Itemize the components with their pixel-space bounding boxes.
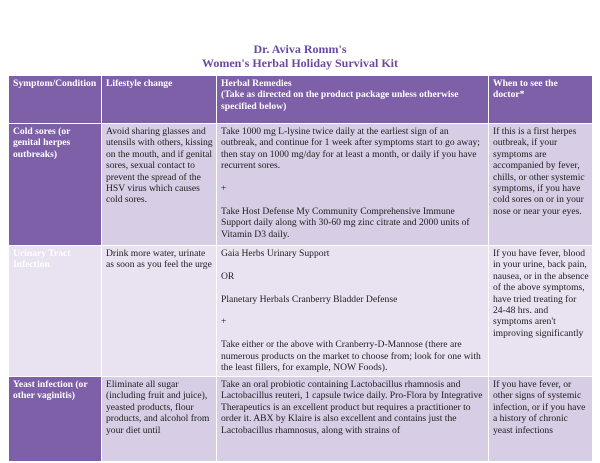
herbal-text: Gaia Herbs Urinary Support bbox=[221, 248, 330, 259]
header-herbal-title: Herbal Remedies bbox=[221, 78, 292, 89]
herbal-spacer bbox=[221, 282, 485, 293]
herbal-cell bbox=[217, 124, 489, 246]
doctor-cell: If you have fever, blood in your urine, back pain, nausea, or in the absence of the above symptoms, have tried treating for 24-48 hrs. and symptoms aren't improving significantly bbox=[489, 246, 593, 377]
herbal-text: Take Host Defense My Community Comprehensive Immune Support daily along with 30-60 mg zinc citrate and 2000 units of Vitamin D3 daily. bbox=[221, 205, 470, 240]
survival-kit-table bbox=[8, 75, 593, 462]
herbal-spacer bbox=[221, 259, 485, 270]
herbal-cell bbox=[217, 246, 489, 377]
herbal-spacer bbox=[221, 172, 485, 183]
lifestyle-cell: Eliminate all sugar (including fruit and juice), yeasted products, flour products, and alcohol from your diet until bbox=[102, 377, 217, 462]
herbal-spacer bbox=[221, 194, 485, 205]
lifestyle-cell: Drink more water, urinate as soon as you feel the urge bbox=[102, 246, 217, 377]
herbal-or: OR bbox=[221, 270, 235, 282]
table-row bbox=[9, 124, 593, 246]
herbal-text: Take an oral probiotic containing Lactobacillus rhamnosis and Lactobacillus reuteri, 1 capsule twice daily. Pro-Flora by Integrative Therapeutics is an excellent product but requires a practitioner to order it. ABX by Klaire is also excellent and contains just the Lactobacillus rhamnosus, along with strains of bbox=[221, 379, 483, 436]
herbal-spacer bbox=[221, 305, 485, 316]
table-row bbox=[9, 246, 593, 377]
header-lifestyle: Lifestyle change bbox=[102, 76, 217, 124]
doctor-cell: If you have fever, or other signs of systemic infection, or if you have a history of chronic yeast infections bbox=[489, 377, 593, 462]
herbal-spacer bbox=[221, 328, 485, 339]
header-doctor: When to see the doctor* bbox=[489, 76, 593, 124]
condition-cell: Urinary Tract Infection bbox=[9, 246, 102, 377]
condition-cell: Yeast infection (or other vaginitis) bbox=[9, 377, 102, 462]
header-symptom: Symptom/Condition bbox=[9, 76, 102, 124]
herbal-text: Take 1000 mg L-lysine twice daily at the earliest sign of an outbreak, and continue for 1 week after symptoms start to go away; then stay on 1000 mg/day for at least a month, or daily if you have recurrent sores. bbox=[221, 126, 480, 172]
condition-cell: Cold sores (or genital herpes outbreaks) bbox=[9, 124, 102, 246]
herbal-cell bbox=[217, 377, 489, 462]
header-herbal bbox=[217, 76, 489, 124]
document-title-line2: Women's Herbal Holiday Survival Kit bbox=[201, 56, 398, 70]
herbal-plus: + bbox=[221, 316, 227, 328]
herbal-text: Planetary Herbals Cranberry Bladder Defense bbox=[221, 293, 398, 305]
header-herbal-note: (Take as directed on the product package unless otherwise specified below) bbox=[221, 89, 459, 112]
document-title-line1: Dr. Aviva Romm's bbox=[253, 42, 347, 56]
table-row bbox=[9, 377, 593, 462]
lifestyle-cell: Avoid sharing glasses and utensils with others, kissing on the mouth, and if genital sores, sexual contact to prevent the spread of the HSV virus which causes cold sores. bbox=[102, 124, 217, 246]
doctor-cell: If this is a first herpes outbreak, if your symptoms are accompanied by fever, chills, or other systemic symptoms, if you have cold sores on or in your nose or near your eyes. bbox=[489, 124, 593, 246]
table-header-row bbox=[9, 76, 593, 124]
herbal-plus: + bbox=[221, 183, 227, 195]
herbal-text: Take either or the above with Cranberry-D-Mannose (there are numerous products on the market to choose from; look for one with the least fillers, for example, NOW Foods). bbox=[221, 339, 481, 373]
